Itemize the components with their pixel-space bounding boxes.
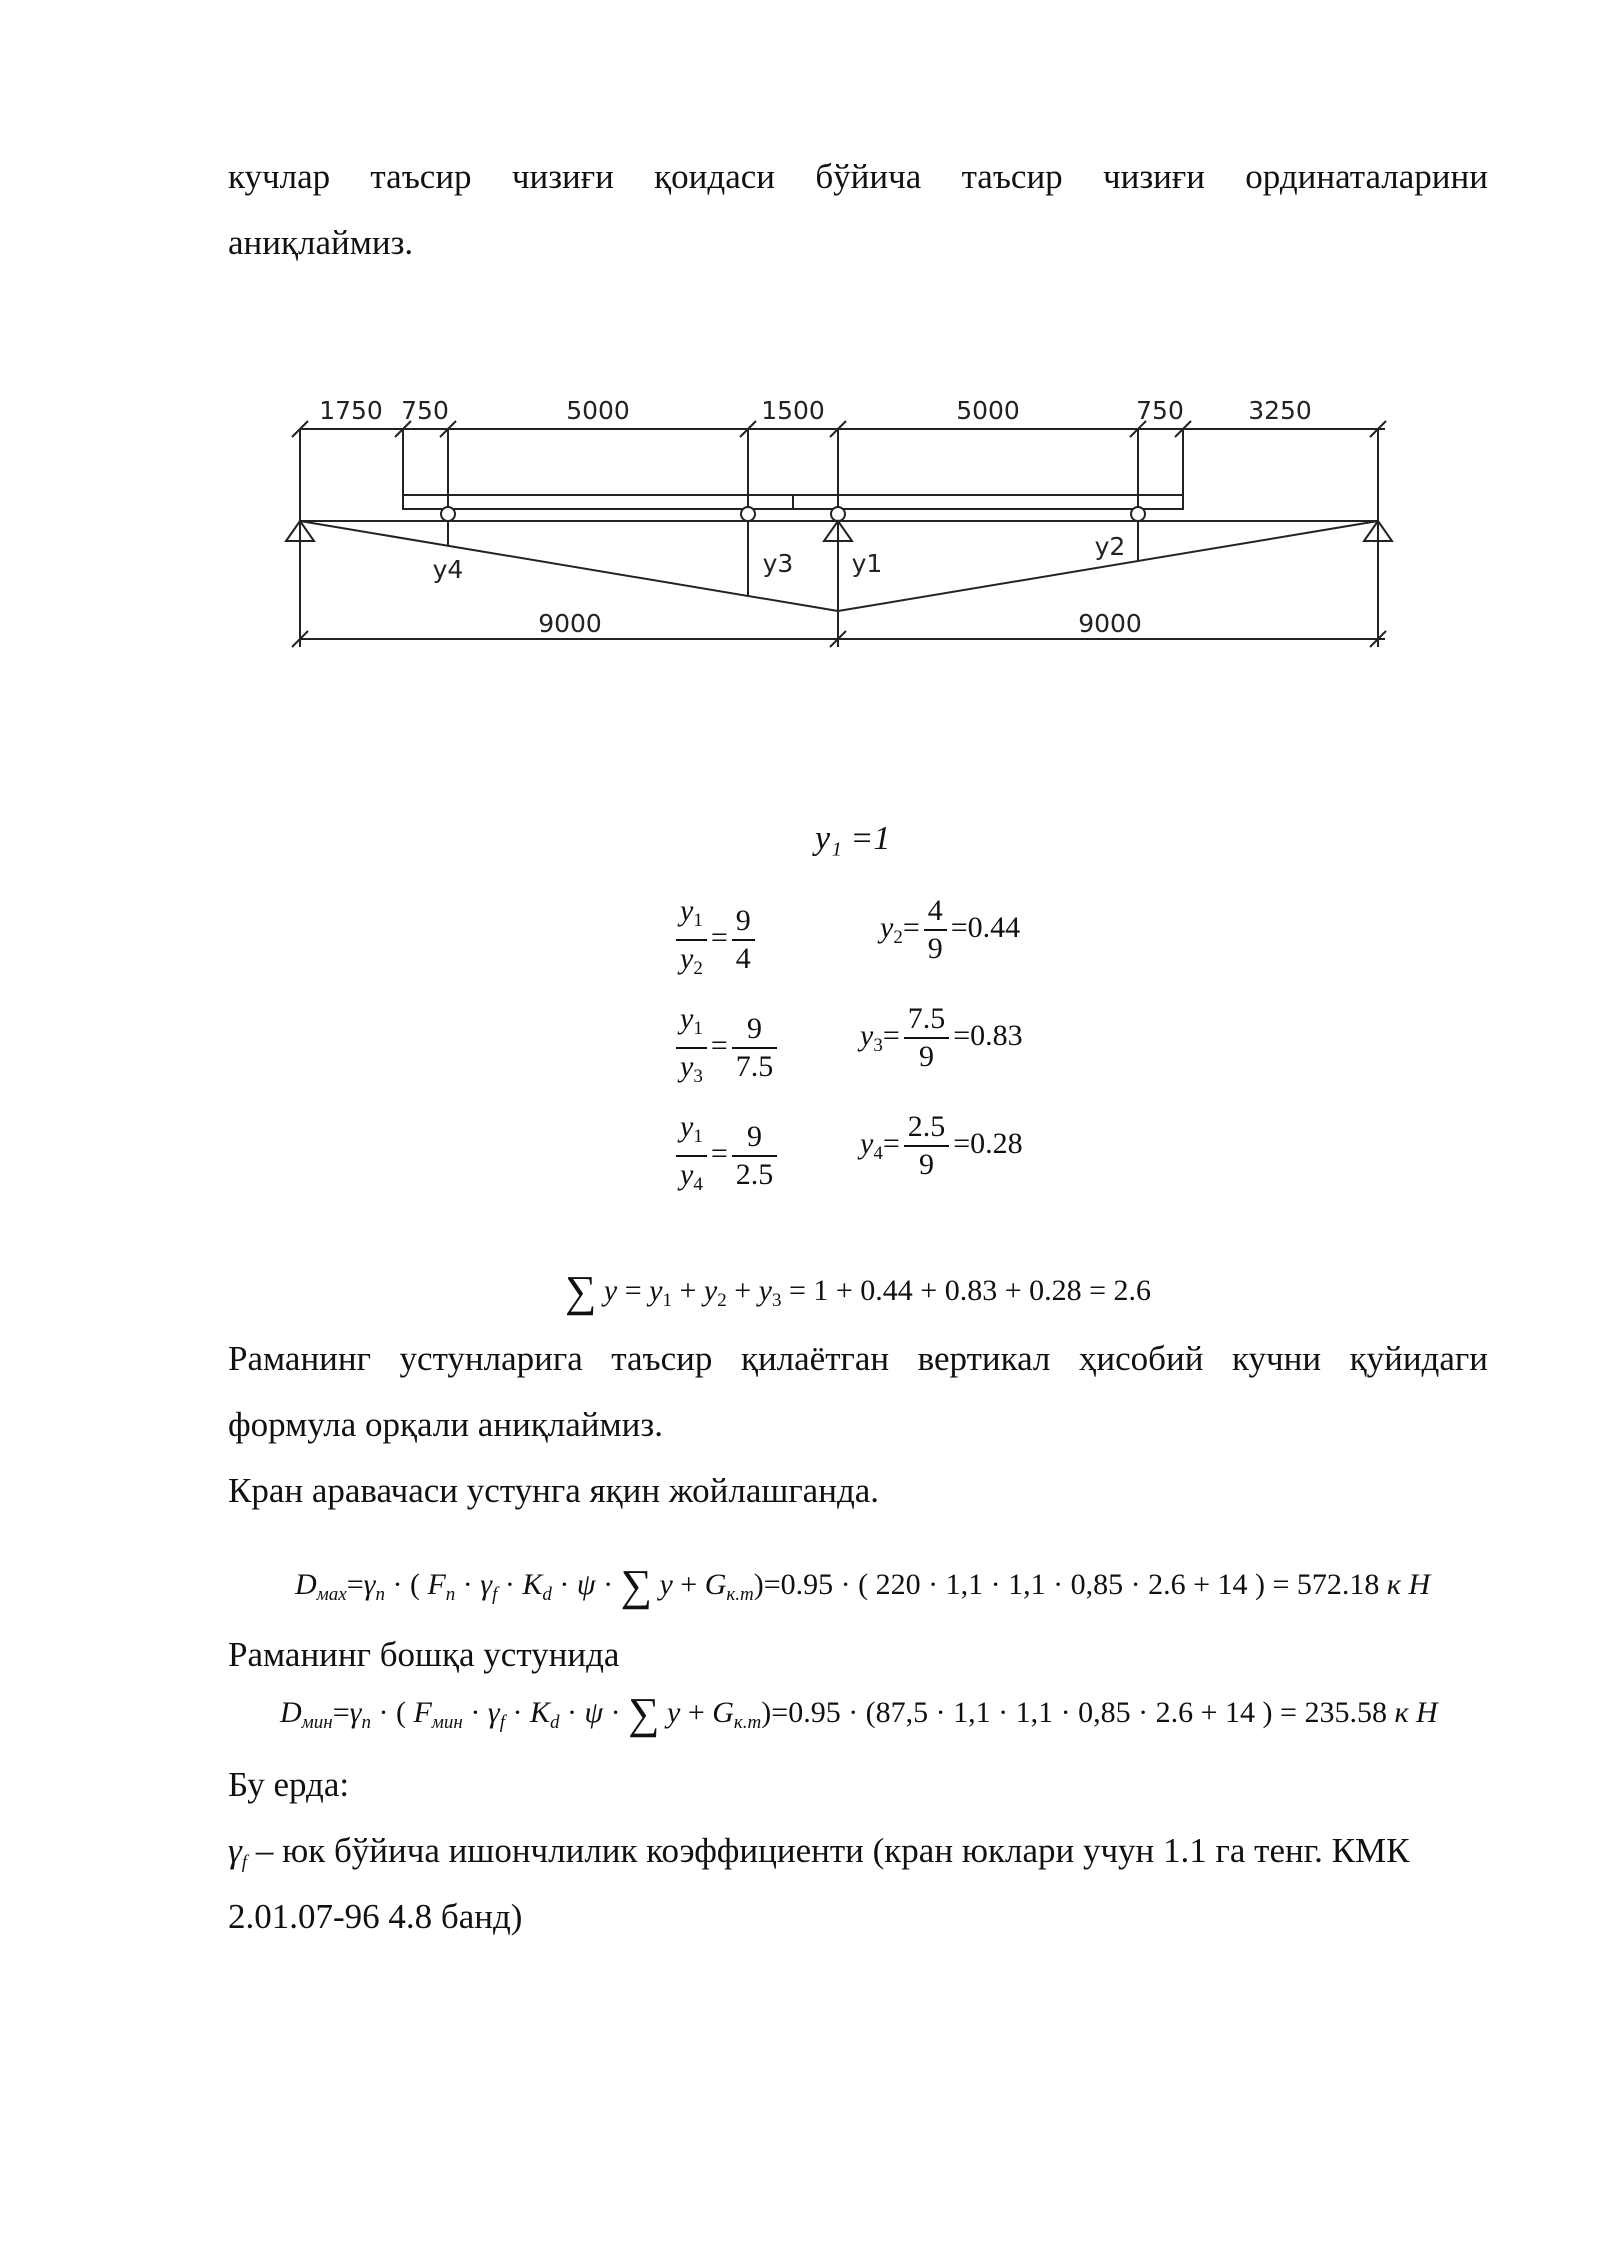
label-y3: y3: [762, 549, 794, 578]
dim-9000-left: 9000: [538, 609, 602, 638]
y1-definition: y₁ =1: [815, 820, 891, 857]
sum-equation: ∑ $y = y_1 + y_2 + y_3 = 1 + 0.44 + 0.83 + 0.28 = 2.6$: [565, 1267, 1152, 1316]
dim-3250: 3250: [1248, 396, 1312, 425]
para5: Бу ерда:: [228, 1765, 350, 1804]
ratio-result-1: $y_2=$ $\frac{4}{9}$ =0.44: [880, 894, 1021, 965]
dim-5000-left: 5000: [566, 396, 630, 425]
dmax-values: )=0.95 · ( 220 · 1,1 · 1,1 · 0,85 · 2.6 + 14 ) = 572.18: [753, 1568, 1387, 1601]
dmax-equation: $D_{мах}=\gamma_n$ · ( $F_n \cdot \gamma_f \cdot K_d \cdot \psi$ · ∑ $y + G_{к.т})=0.95$ · ( 220 · 1,1 · 1,1 · 0,85 · 2.6 + 14 ) = 572.18 к Н: [295, 1561, 1431, 1610]
label-y2: y2: [1094, 532, 1126, 561]
dmin-unit: к Н: [1394, 1696, 1438, 1729]
dim-5000-right: 5000: [956, 396, 1020, 425]
dmin-equation: $D_{мин}=\gamma_n$ · ( $F_{мин} \cdot \gamma_f \cdot K_d \cdot \psi$ · ∑ $y + G_{к.т})=0.95 \cdot (87,5 \cdot 1,1 \cdot 1,1 \cdot 0,85 \cdot 2.6 + 14$ ) = 235.58 к Н: [280, 1689, 1438, 1738]
para2-line-1: Раманинг устунларига таъсир қилаётган вертикал ҳисобий кучни қуйидаги: [228, 1339, 1488, 1378]
para2-line-2: формула орқали аниқлаймиз.: [228, 1405, 663, 1444]
para3: Кран аравачаси устунга яқин жойлашганда.: [228, 1471, 880, 1510]
para4: Раманинг бошқа устунида: [228, 1635, 620, 1674]
ratio-lhs-1: $\frac{y_1}{y_2}$ = $\frac{9}{4}$: [672, 893, 759, 987]
para6-line-1-text: – юк бўйича ишончлилик коэффициенти (кран юклари учун 1.1 га тенг. КМК: [255, 1831, 1410, 1870]
dim-1750: 1750: [319, 396, 383, 425]
dmax-unit: к Н: [1386, 1568, 1431, 1601]
dim-750-right: 750: [1136, 396, 1184, 425]
para6-line-1: $\gamma_f$ – юк бўйича ишончлилик коэффициенти (кран юклари учун 1.1 га тенг. КМК: [228, 1831, 1410, 1873]
ratio-result-3: $y_4=$ $\frac{2.5}{9}$ =0.28: [860, 1110, 1023, 1181]
intro-line-2: аниқлаймиз.: [228, 223, 414, 262]
para6-line-2: 2.01.07-96 4.8 банд): [228, 1897, 523, 1936]
intro-line-1: кучлар таъсир чизиғи қоидаси бўйича таъсир чизиғи ординаталарини: [228, 157, 1488, 196]
dim-1500: 1500: [761, 396, 825, 425]
ratio-result-2: $y_3=$ $\frac{7.5}{9}$ =0.83: [860, 1002, 1023, 1073]
sum-equation-values: = 1 + 0.44 + 0.83 + 0.28 = 2.6: [788, 1274, 1152, 1307]
influence-line-diagram: [270, 385, 1410, 655]
ratio-lhs-2: $\frac{y_1}{y_3}$ = $\frac{9}{7.5}$: [672, 1001, 781, 1095]
ratio-lhs-3: $\frac{y_1}{y_4}$ = $\frac{9}{2.5}$: [672, 1109, 781, 1203]
label-y4: y4: [432, 555, 464, 584]
label-y1: y1: [851, 549, 883, 578]
dmin-values: )=0.95 · (87,5 · 1,1 · 1,1 · 0,85 · 2.6 + 14 ) = 235.58: [761, 1696, 1395, 1729]
dim-750-left: 750: [401, 396, 449, 425]
dim-9000-right: 9000: [1078, 609, 1142, 638]
